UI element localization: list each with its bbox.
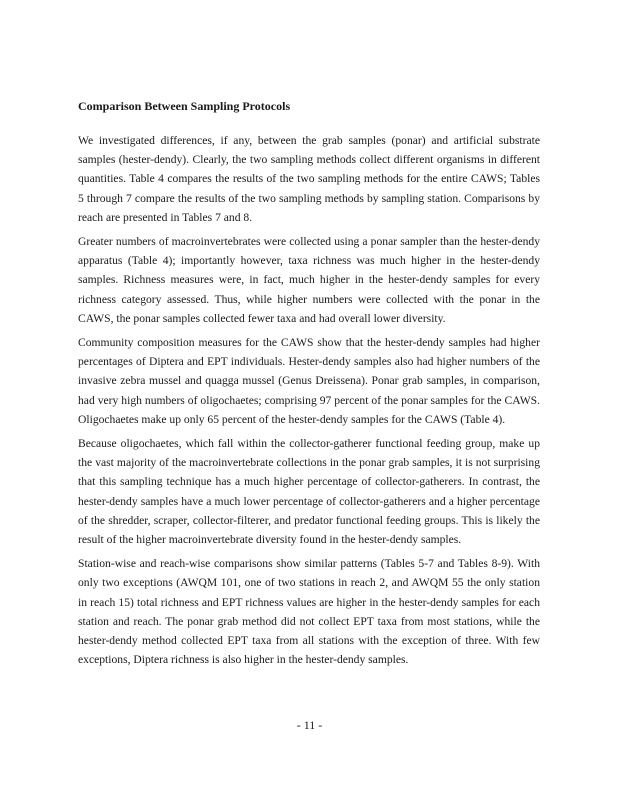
- paragraph-sampling-overview: We investigated differences, if any, between the grab samples (ponar) and artificial substrate samples (hester-dendy). Clearly, the two sampling methods collect different organisms in different quantities. Table 4 compares the results of the two sampling methods for the entire CAWS; Tables 5 through 7 compare the results of the two sampling methods by sampling station. Comparisons by reach are presented in Tables 7 and 8.: [78, 134, 540, 224]
- document-body: [78, 98, 540, 674]
- section-heading: Comparison Between Sampling Protocols: [78, 99, 291, 113]
- paragraph-station-reach-comparison: Station-wise and reach-wise comparisons show similar patterns (Tables 5-7 and Tables 8-9). With only two exceptions (AWQM 101, one of two stations in reach 2, and AWQM 55 the only station in reach 15) total richness and EPT richness values are higher in the hester-dendy samples for each station and reach. The ponar grab method did not collect EPT taxa from most stations, while the hester-dendy method collected EPT taxa from all stations with the exception of three. With few exceptions, Diptera richness is also higher in the hester-dendy samples.: [78, 557, 540, 667]
- paragraph-community-composition: Community composition measures for the CAWS show that the hester-dendy samples had higher percentages of Diptera and EPT individuals. Hester-dendy samples also had higher numbers of the invasive zebra mussel and quagga mussel (Genus Dreissena). Ponar grab samples, in comparison, had very high numbers of oligochaetes; comprising 97 percent of the ponar samples for the CAWS. Oligochaetes make up only 65 percent of the hester-dendy samples for the CAWS (Table 4).: [78, 336, 540, 426]
- paragraph-numbers-richness: Greater numbers of macroinvertebrates were collected using a ponar sampler than the hester-dendy apparatus (Table 4); importantly however, taxa richness was much higher in the hester-dendy samples. Richness measures were, in fact, much higher in the hester-dendy samples for every richness category assessed. Thus, while higher numbers were collected with the ponar in the CAWS, the ponar samples collected fewer taxa and had overall lower diversity.: [78, 235, 540, 325]
- page-number: - 11 -: [296, 718, 323, 732]
- paragraph-feeding-groups: Because oligochaetes, which fall within the collector-gatherer functional feeding group, make up the vast majority of the macroinvertebrate collections in the ponar grab samples, it is not surprising that this sampling technique has a much higher percentage of collector-gatherers. In contrast, the hester-dendy samples have a much lower percentage of collector-gatherers and a higher percentage of the shredder, scraper, collector-filterer, and predator functional feeding groups. This is likely the result of the higher macroinvertebrate diversity found in the hester-dendy samples.: [78, 437, 540, 547]
